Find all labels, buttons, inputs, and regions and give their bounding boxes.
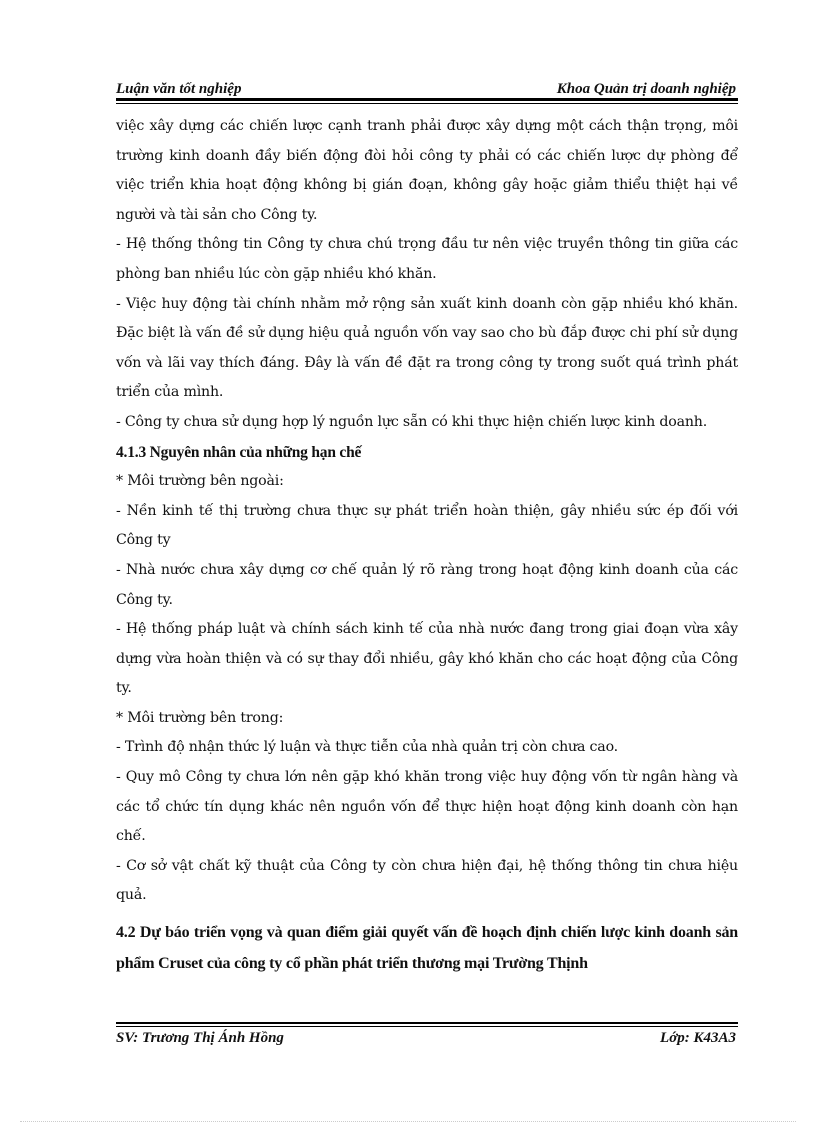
paragraph: - Nền kinh tế thị trường chưa thực sự phát triển hoàn thiện, gây nhiều sức ép đối với Công ty (116, 502, 738, 549)
footer-rule-thick (116, 1022, 738, 1024)
page-header (116, 76, 736, 98)
footer-student-name: SV: Trương Thị Ánh Hồng (116, 1030, 284, 1046)
page-footer (116, 1030, 736, 1047)
paragraph: * Môi trường bên ngoài: (116, 473, 284, 490)
header-faculty-label: Khoa Quản trị doanh nghiệp (556, 81, 736, 97)
page-body (116, 112, 738, 979)
header-thesis-label: Luận văn tốt nghiệp (116, 81, 242, 97)
paragraph: - Việc huy động tài chính nhằm mở rộng sản xuất kinh doanh còn gặp nhiều khó khăn. Đặc biệt là vấn đề sử dụng hiệu quả nguồn vốn vay sao cho bù đắp được chi phí sử dụng vốn và lãi vay thích đáng. Đây là vấn đề đặt ra trong công ty trong suốt quá trình phát triển của mình. (116, 295, 738, 401)
paragraph: * Môi trường bên trong: (116, 709, 284, 726)
footer-rule-thin (116, 1026, 738, 1027)
header-rule-thin (116, 103, 738, 104)
paragraph: - Hệ thống pháp luật và chính sách kinh tế của nhà nước đang trong giai đoạn vừa xây dựng vừa hoàn thiện và có sự thay đổi nhiều, gây khó khăn cho các hoạt động của Công ty. (116, 621, 738, 697)
paragraph: - Hệ thống thông tin Công ty chưa chú trọng đầu tư nên việc truyền thông tin giữa các phòng ban nhiều lúc còn gặp nhiều khó khăn. (116, 236, 738, 282)
header-rule-thick (116, 98, 738, 101)
section-heading-major: 4.2 Dự báo triển vọng và quan điểm giải quyết vấn đề hoạch định chiến lược kinh doanh sản phẩm Cruset của công ty cổ phần phát triển thương mại Trường Thịnh (116, 924, 738, 973)
footer-class-code: Lớp: K43A3 (660, 1030, 736, 1046)
paragraph: - Cơ sở vật chất kỹ thuật của Công ty còn chưa hiện đại, hệ thống thông tin chưa hiệu quả. (116, 857, 738, 904)
section-heading: 4.1.3 Nguyên nhân của những hạn chế (116, 443, 362, 461)
paragraph: việc xây dựng các chiến lược cạnh tranh phải được xây dựng một cách thận trọng, môi trường kinh doanh đầy biến động đòi hỏi công ty phải có các chiến lược dự phòng để việc triển khia hoạt động không bị gián đoạn, không gây hoặc giảm thiểu thiệt hại về người và tài sản cho Công ty. (116, 118, 738, 223)
paragraph: - Công ty chưa sử dụng hợp lý nguồn lực sẵn có khi thực hiện chiến lược kinh doanh. (116, 413, 708, 430)
paragraph: - Trình độ nhận thức lý luận và thực tiễn của nhà quản trị còn chưa cao. (116, 739, 618, 756)
paragraph: - Quy mô Công ty chưa lớn nên gặp khó khăn trong việc huy động vốn từ ngân hàng và các tổ chức tín dụng khác nên nguồn vốn để thực hiện hoạt động kinh doanh còn hạn chế. (116, 769, 738, 845)
page-edge-divider (20, 1121, 796, 1122)
paragraph: - Nhà nước chưa xây dựng cơ chế quản lý rõ ràng trong hoạt động kinh doanh của các Công ty. (116, 561, 738, 608)
